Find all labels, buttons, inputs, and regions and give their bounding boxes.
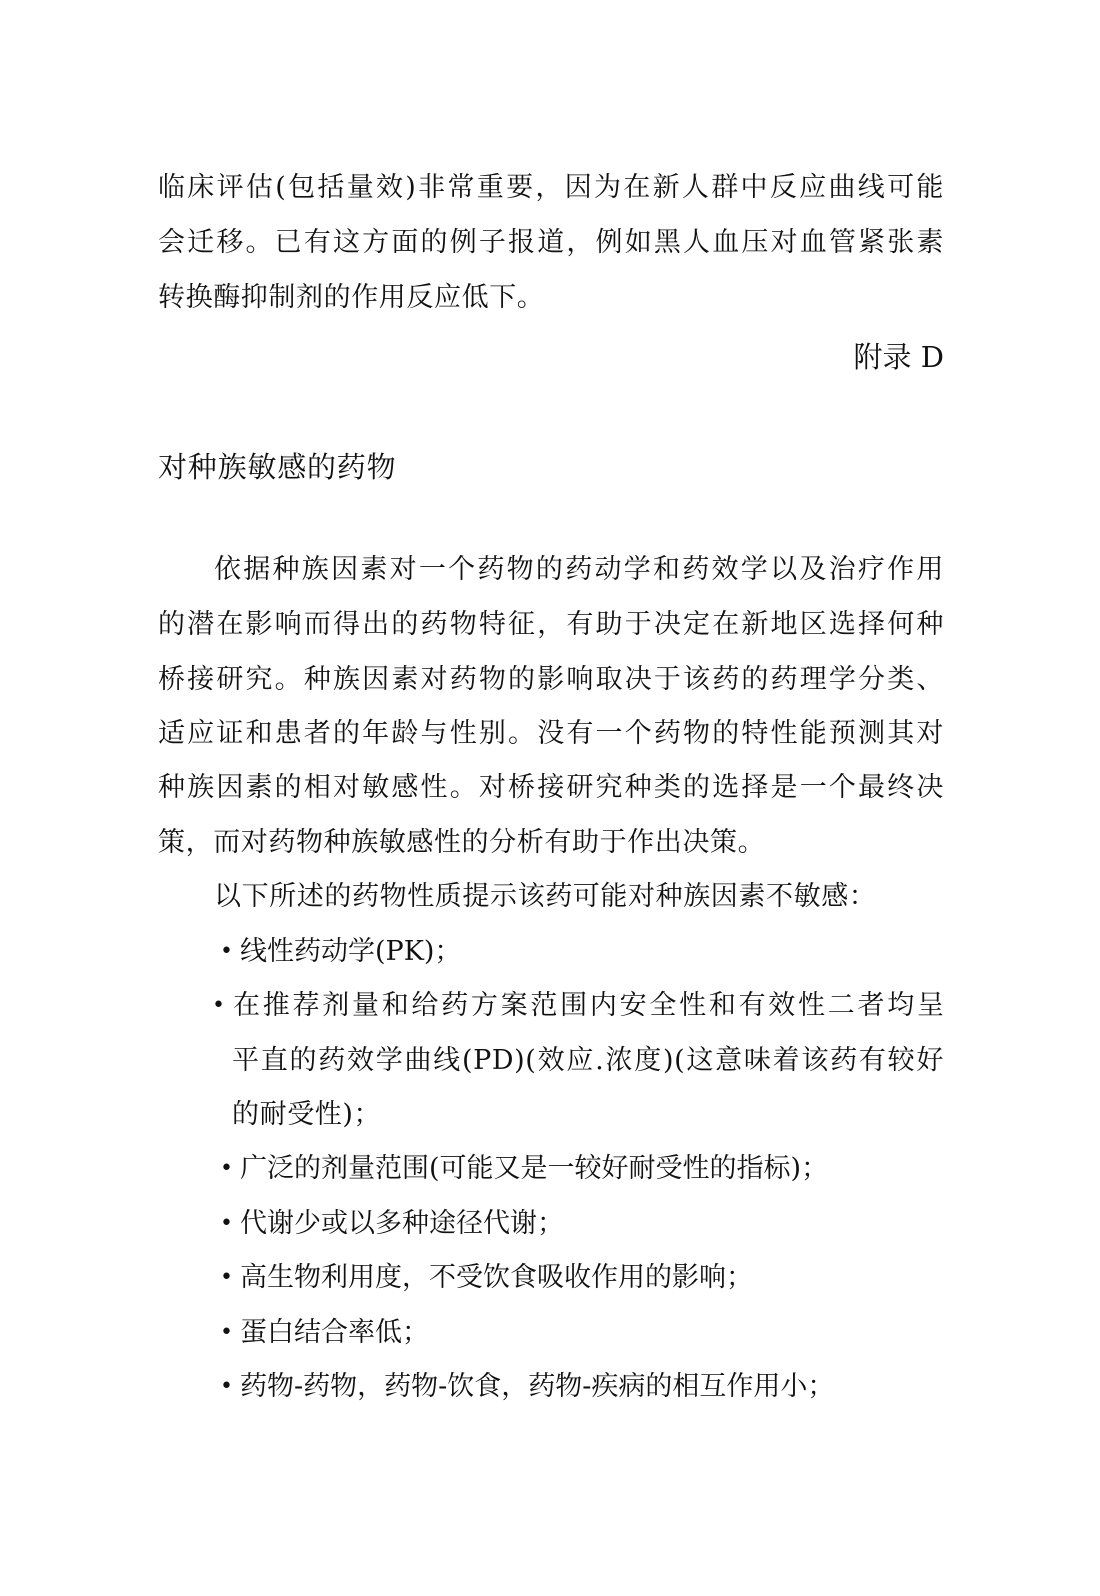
list-item: 高生物利用度，不受饮食吸收作用的影响； (240, 1262, 753, 1293)
paragraph-line-6: 策，而对药物种族敏感性的分析有助于作出决策。 (158, 827, 766, 858)
list-item: 广泛的剂量范围(可能又是一较好耐受性的指标)； (240, 1153, 829, 1184)
appendix-label: 附录 D (853, 340, 944, 374)
bullet-marker: • (220, 1320, 233, 1345)
paragraph-line-4: 适应证和患者的年龄与性别。没有一个药物的特性能预测其对 (158, 718, 944, 749)
paragraph-line-3: 桥接研究。种族因素对药物的影响取决于该药的药理学分类、 (158, 664, 944, 695)
intro-line-2: 会迁移。已有这方面的例子报道，例如黑人血压对血管紧张素 (158, 227, 944, 258)
intro-line-3: 转换酶抑制剂的作用反应低下。 (158, 282, 545, 313)
list-item-continuation: 的耐受性)； (232, 1099, 382, 1130)
bullet-marker: • (212, 993, 225, 1018)
bullet-marker: • (220, 1156, 233, 1181)
paragraph-line-1: 依据种族因素对一个药物的药动学和药效学以及治疗作用 (214, 554, 944, 585)
list-intro: 以下所述的药物性质提示该药可能对种族因素不敏感： (214, 881, 877, 912)
bullet-marker: • (220, 1211, 233, 1236)
bullet-marker: • (220, 1374, 233, 1399)
section-title: 对种族敏感的药物 (158, 450, 397, 484)
bullet-marker: • (220, 939, 233, 964)
intro-line-1: 临床评估(包括量效)非常重要，因为在新人群中反应曲线可能 (158, 172, 944, 203)
list-item: 药物-药物，药物-饮食，药物-疾病的相互作用小； (240, 1371, 835, 1402)
list-item-continuation: 平直的药效学曲线(PD)(效应.浓度)(这意味着该药有较好 (232, 1045, 944, 1076)
paragraph-line-2: 的潜在影响而得出的药物特征，有助于决定在新地区选择何种 (158, 609, 944, 640)
paragraph-line-5: 种族因素的相对敏感性。对桥接研究种类的选择是一个最终决 (158, 772, 944, 803)
list-item: 代谢少或以多种途径代谢； (240, 1208, 564, 1239)
list-item: 线性药动学(PK)； (240, 936, 462, 967)
list-item: 蛋白结合率低； (240, 1317, 429, 1348)
bullet-marker: • (220, 1265, 233, 1290)
list-item: 在推荐剂量和给药方案范围内安全性和有效性二者均呈 (233, 990, 944, 1021)
